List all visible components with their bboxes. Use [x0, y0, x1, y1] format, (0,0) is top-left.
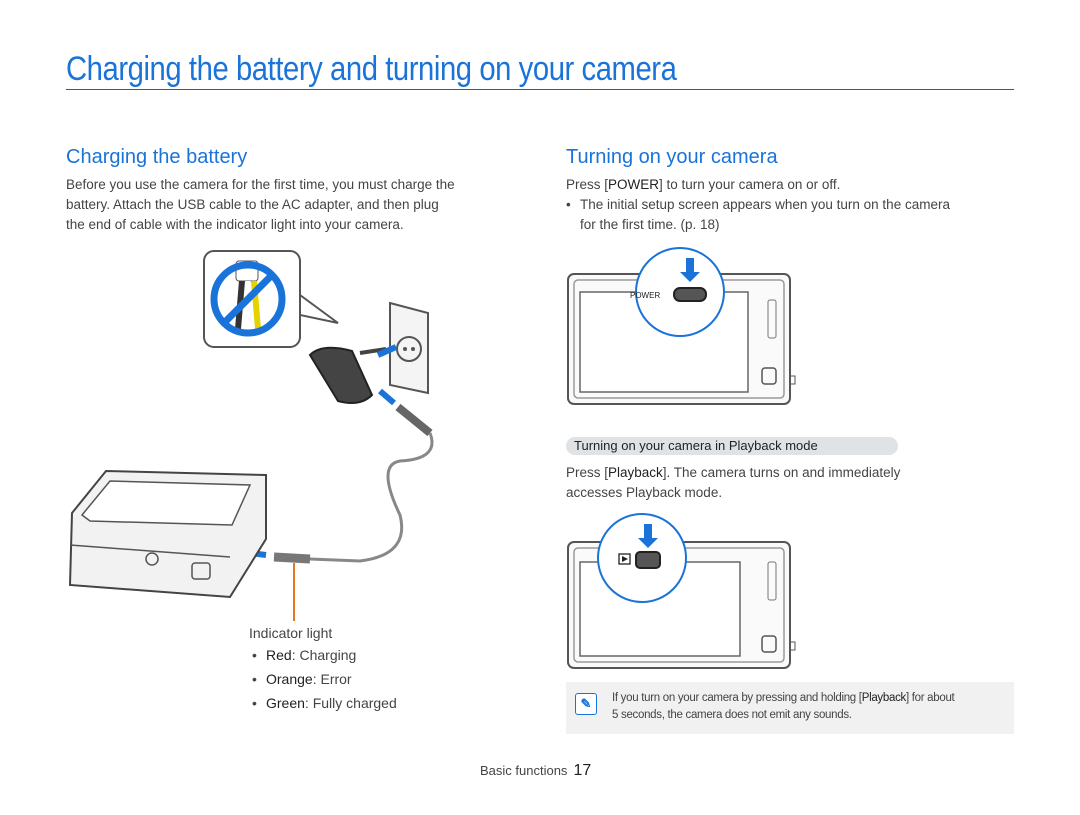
press-playback-line	[566, 463, 1016, 483]
note-line: 5 seconds, the camera does not emit any sounds.	[612, 709, 852, 721]
note-icon: ✎	[575, 693, 597, 715]
section-heading-charging: Charging the battery	[66, 146, 248, 168]
title-divider	[66, 89, 1014, 90]
charging-paragraph	[66, 175, 526, 235]
playback-line: accesses Playback mode.	[566, 485, 723, 500]
power-key-label: POWER	[608, 177, 660, 192]
legend-item-green: • Green: Fully charged	[252, 692, 397, 714]
legend-item-red: • Red: Charging	[252, 644, 397, 666]
indicator-label: Indicator light	[249, 625, 333, 641]
usb-cable	[310, 433, 432, 561]
legend-value: Error	[320, 671, 352, 687]
indicator-legend	[249, 622, 397, 714]
page-title: Charging the battery and turning on your camera	[66, 50, 677, 88]
ac-adapter-icon	[310, 348, 386, 403]
usb-plug-icon	[398, 407, 430, 433]
text-fragment: Press [	[566, 465, 609, 480]
playback-subheading: Turning on your camera in Playback mode	[566, 437, 898, 455]
bullet-line: • The initial setup screen appears when you turn on the camera	[580, 197, 950, 212]
playback-text	[566, 463, 1016, 503]
cable-connector-icon	[274, 557, 310, 559]
legend-item-orange: • Orange: Error	[252, 668, 397, 690]
legend-key: Green	[266, 695, 305, 711]
text-fragment: ] to turn your camera on or off.	[659, 177, 841, 192]
bullet-line: for the first time. (p. 18)	[580, 217, 720, 232]
text-fragment: Press [	[566, 177, 609, 192]
text-fragment: If you turn on your camera by pressing and holding [	[612, 692, 862, 704]
charging-paragraph-line: Before you use the camera for the first time, you must charge the	[66, 177, 455, 192]
press-power-line	[566, 175, 1016, 195]
no-cable-warning-icon	[204, 251, 338, 347]
arrow-icon	[380, 391, 394, 403]
turning-on-text	[566, 175, 1016, 235]
charging-paragraph-line: battery. Attach the USB cable to the AC adapter, and then plug	[66, 197, 439, 212]
power-button-label: POWER	[630, 291, 661, 300]
legend-key: Orange	[266, 671, 313, 687]
camera-power-illustration	[560, 244, 800, 409]
legend-key: Red	[266, 647, 292, 663]
text-fragment: ]. The camera turns on and immediately	[662, 465, 901, 480]
camera-playback-illustration	[560, 502, 800, 672]
footer-section: Basic functions	[480, 763, 568, 778]
playback-key-label: Playback	[608, 465, 663, 480]
setup-bullet	[566, 195, 1016, 235]
legend-value: Charging	[299, 647, 357, 663]
page-number: 17	[573, 762, 592, 779]
note-text	[612, 690, 1007, 724]
page-footer	[480, 762, 591, 780]
camera-bottom-icon	[70, 471, 266, 597]
legend-value: Fully charged	[312, 695, 397, 711]
section-heading-turning-on: Turning on your camera	[566, 146, 778, 168]
note-line	[612, 690, 1007, 707]
charging-paragraph-line: the end of cable with the indicator light into your camera.	[66, 217, 404, 232]
text-fragment: ] for about	[905, 692, 955, 704]
note-key-label: Playback	[861, 692, 906, 704]
charging-illustration	[60, 245, 460, 630]
